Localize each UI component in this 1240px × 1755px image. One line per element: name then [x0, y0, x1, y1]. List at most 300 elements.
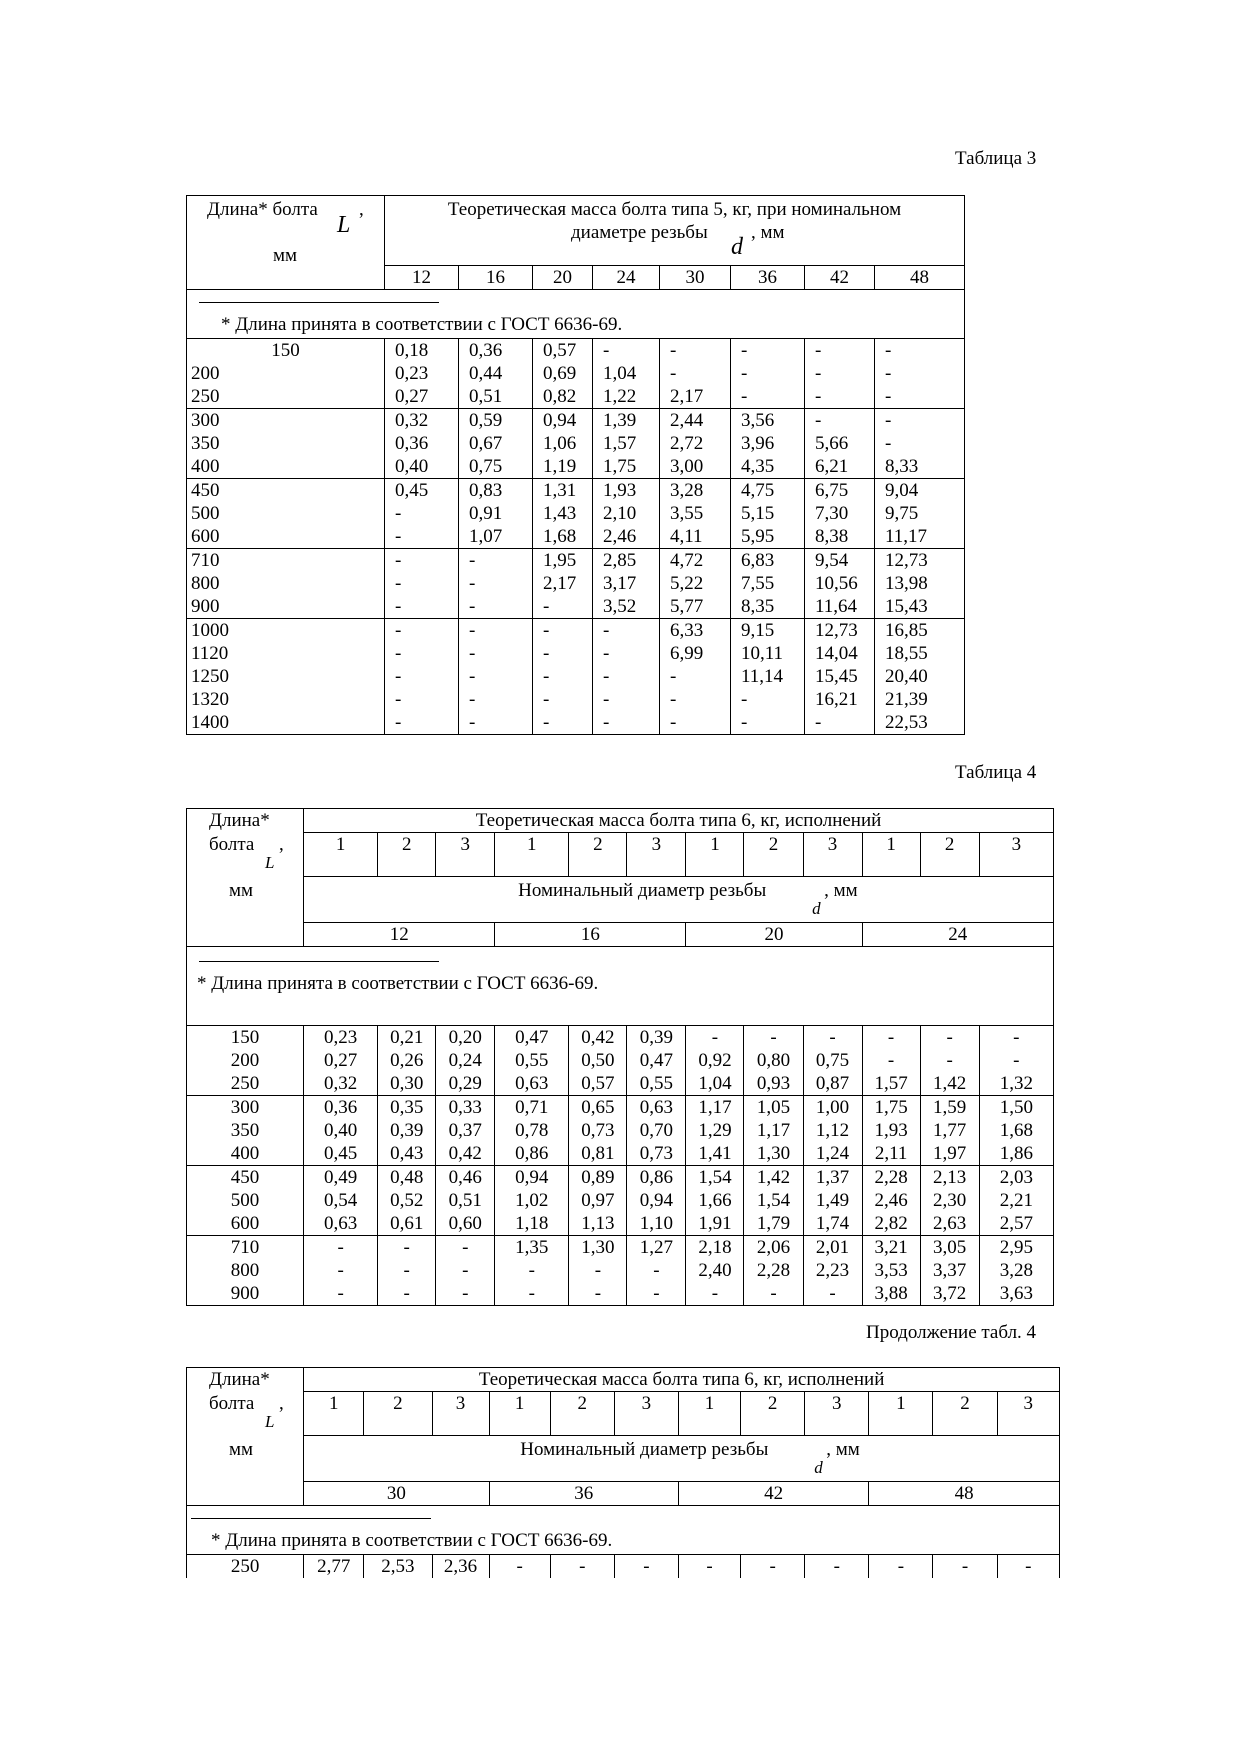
mass-cell: 16,21	[805, 688, 875, 711]
table-row	[187, 595, 965, 619]
mass-cell: 10,56	[805, 572, 875, 595]
mass-cell: 2,57	[979, 1212, 1053, 1236]
mass-cell: 0,86	[495, 1142, 569, 1166]
diameter-header-cell: 48	[875, 266, 965, 290]
mass-cell: 0,75	[459, 455, 533, 479]
mass-cell: 6,75	[805, 479, 875, 503]
mass-cell: 0,48	[378, 1166, 436, 1190]
mass-cell: -	[459, 642, 533, 665]
mass-cell: 1,30	[744, 1142, 803, 1166]
mass-cell: 2,10	[593, 502, 660, 525]
mass-cell: -	[593, 665, 660, 688]
mass-cell: 0,47	[495, 1026, 569, 1050]
mass-cell: 2,21	[979, 1189, 1053, 1212]
mass-cell: 0,89	[569, 1166, 627, 1190]
mass-cell: -	[533, 642, 593, 665]
t4-footnote: * Длина принята в соответствии с ГОСТ 6636-69.	[197, 973, 599, 994]
mass-cell: -	[660, 711, 731, 735]
mass-cell: 1,22	[593, 385, 660, 409]
diameter-header-cell: 16	[459, 266, 533, 290]
diameter-header-cell: 30	[660, 266, 731, 290]
mass-cell: -	[627, 1259, 686, 1282]
table-row	[187, 432, 965, 455]
table-row	[187, 688, 965, 711]
mass-cell: 2,03	[979, 1166, 1053, 1190]
mass-cell: 0,40	[385, 455, 459, 479]
mass-cell: -	[385, 711, 459, 735]
mass-cell: 1,68	[979, 1119, 1053, 1142]
length-cell: 250	[187, 1555, 304, 1579]
length-cell: 1400	[187, 711, 385, 735]
mass-cell: 5,66	[805, 432, 875, 455]
mass-cell: 0,40	[304, 1119, 378, 1142]
mass-cell: 1,57	[862, 1072, 920, 1096]
length-cell: 900	[187, 595, 385, 619]
mass-cell: -	[862, 1049, 920, 1072]
mass-cell: 4,11	[660, 525, 731, 549]
length-cell: 1120	[187, 642, 385, 665]
mass-cell: -	[385, 525, 459, 549]
length-cell: 800	[187, 572, 385, 595]
mass-cell: -	[385, 595, 459, 619]
mass-cell: -	[533, 688, 593, 711]
version-header-cell: 2	[933, 1392, 997, 1436]
mass-cell: -	[459, 595, 533, 619]
mass-cell: 5,15	[731, 502, 805, 525]
length-cell: 600	[187, 525, 385, 549]
mass-cell: 1,10	[627, 1212, 686, 1236]
mass-cell: 0,47	[627, 1049, 686, 1072]
mass-cell: -	[385, 665, 459, 688]
mass-cell: 1,29	[686, 1119, 744, 1142]
mass-cell: 2,77	[304, 1555, 364, 1579]
version-header-cell: 1	[686, 833, 744, 877]
mass-cell: 6,99	[660, 642, 731, 665]
mass-cell: -	[627, 1282, 686, 1306]
mass-cell: 1,74	[803, 1212, 862, 1236]
mass-cell: -	[920, 1049, 979, 1072]
table-row	[187, 1555, 1060, 1579]
mass-cell: -	[979, 1049, 1053, 1072]
t4-length-symbol: L	[265, 853, 275, 872]
table-row	[187, 1259, 1054, 1282]
mass-cell: 0,42	[436, 1142, 495, 1166]
mass-cell: -	[686, 1026, 744, 1050]
t4-mass-header: Теоретическая масса болта типа 6, кг, исполнений	[304, 809, 1054, 833]
mass-cell: 0,59	[459, 409, 533, 433]
mass-cell: -	[731, 362, 805, 385]
mass-cell: 0,78	[495, 1119, 569, 1142]
mass-cell: 1,24	[803, 1142, 862, 1166]
mass-cell: 0,92	[686, 1049, 744, 1072]
mass-cell: -	[459, 619, 533, 643]
t4c-footnote-rule	[191, 1518, 431, 1519]
mass-cell: -	[660, 362, 731, 385]
mass-cell: -	[569, 1282, 627, 1306]
mass-cell: 0,70	[627, 1119, 686, 1142]
mass-cell: 1,97	[920, 1142, 979, 1166]
mass-cell: 0,43	[378, 1142, 436, 1166]
mass-cell: 0,23	[385, 362, 459, 385]
mass-cell: 0,73	[569, 1119, 627, 1142]
mass-cell: 2,23	[803, 1259, 862, 1282]
mass-cell: 0,97	[569, 1189, 627, 1212]
t4c-diameter-unit: , мм	[826, 1439, 860, 1460]
length-cell: 1000	[187, 619, 385, 643]
mass-cell: 0,67	[459, 432, 533, 455]
mass-cell: 2,44	[660, 409, 731, 433]
mass-cell: -	[660, 339, 731, 363]
mass-cell: 0,94	[627, 1189, 686, 1212]
diameter-header-cell: 12	[304, 923, 495, 947]
mass-cell: 0,21	[378, 1026, 436, 1050]
mass-cell: 1,59	[920, 1096, 979, 1120]
mass-cell: -	[533, 619, 593, 643]
version-header-cell: 2	[378, 833, 436, 877]
mass-cell: 1,95	[533, 549, 593, 573]
t3-mass-header	[385, 196, 965, 266]
mass-cell: 1,05	[744, 1096, 803, 1120]
version-header-cell: 1	[678, 1392, 740, 1436]
t4c-mass-header: Теоретическая масса болта типа 6, кг, исполнений	[304, 1368, 1060, 1392]
version-header-cell: 3	[432, 1392, 489, 1436]
mass-cell: -	[385, 572, 459, 595]
mass-cell: 2,40	[686, 1259, 744, 1282]
version-header-cell: 2	[550, 1392, 614, 1436]
mass-cell: -	[803, 1282, 862, 1306]
mass-cell: -	[803, 1026, 862, 1050]
mass-cell: -	[533, 665, 593, 688]
mass-cell: 0,20	[436, 1026, 495, 1050]
mass-cell: 0,86	[627, 1166, 686, 1190]
version-header-cell: 2	[741, 1392, 805, 1436]
mass-cell: -	[459, 572, 533, 595]
mass-cell: -	[933, 1555, 997, 1579]
mass-cell: -	[660, 665, 731, 688]
t4c-diameter-label: Номинальный диаметр резьбы	[520, 1439, 769, 1460]
mass-cell: 1,79	[744, 1212, 803, 1236]
length-cell: 350	[187, 432, 385, 455]
mass-cell: 21,39	[875, 688, 965, 711]
mass-cell: 6,33	[660, 619, 731, 643]
length-cell: 200	[187, 1049, 304, 1072]
table-row	[187, 1072, 1054, 1096]
mass-cell: 0,63	[304, 1212, 378, 1236]
mass-cell: -	[875, 432, 965, 455]
mass-cell: 8,33	[875, 455, 965, 479]
table-row	[187, 572, 965, 595]
diameter-header-cell: 30	[304, 1482, 489, 1506]
length-cell: 400	[187, 455, 385, 479]
mass-cell: 1,35	[495, 1236, 569, 1260]
mass-cell: 1,91	[686, 1212, 744, 1236]
mass-cell: 0,37	[436, 1119, 495, 1142]
mass-cell: 1,02	[495, 1189, 569, 1212]
mass-cell: -	[533, 595, 593, 619]
t4c-length-header	[187, 1368, 304, 1506]
table-row	[187, 339, 965, 363]
version-header-cell: 1	[304, 1392, 364, 1436]
mass-cell: 1,93	[593, 479, 660, 503]
mass-cell: -	[593, 619, 660, 643]
mass-cell: 3,28	[660, 479, 731, 503]
mass-cell: -	[731, 339, 805, 363]
mass-cell: 2,01	[803, 1236, 862, 1260]
t4c-length-label-2: болта	[209, 1393, 255, 1414]
mass-cell: 11,14	[731, 665, 805, 688]
mass-cell: -	[805, 711, 875, 735]
mass-cell: 5,95	[731, 525, 805, 549]
length-cell: 500	[187, 1189, 304, 1212]
mass-cell: 2,72	[660, 432, 731, 455]
t4-diameter-symbol: d	[812, 899, 821, 918]
version-header-cell: 2	[364, 1392, 432, 1436]
mass-cell: 0,33	[436, 1096, 495, 1120]
mass-cell: 1,30	[569, 1236, 627, 1260]
mass-cell: 14,04	[805, 642, 875, 665]
mass-cell: 6,83	[731, 549, 805, 573]
mass-cell: 9,75	[875, 502, 965, 525]
table4-caption: Таблица 4	[955, 762, 1037, 783]
mass-cell: -	[459, 665, 533, 688]
mass-cell: 2,17	[533, 572, 593, 595]
mass-cell: 1,68	[533, 525, 593, 549]
length-cell: 800	[187, 1259, 304, 1282]
mass-cell: 0,36	[459, 339, 533, 363]
mass-cell: -	[489, 1555, 550, 1579]
mass-cell: -	[378, 1282, 436, 1306]
mass-cell: 1,66	[686, 1189, 744, 1212]
mass-cell: 3,00	[660, 455, 731, 479]
mass-cell: 0,45	[385, 479, 459, 503]
mass-cell: 0,65	[569, 1096, 627, 1120]
mass-cell: 8,38	[805, 525, 875, 549]
mass-cell: -	[686, 1282, 744, 1306]
mass-cell: 7,55	[731, 572, 805, 595]
mass-cell: 0,71	[495, 1096, 569, 1120]
mass-cell: 16,85	[875, 619, 965, 643]
mass-cell: 1,27	[627, 1236, 686, 1260]
mass-cell: -	[731, 688, 805, 711]
mass-cell: 1,17	[686, 1096, 744, 1120]
mass-cell: -	[744, 1026, 803, 1050]
table3	[186, 195, 965, 735]
version-header-cell: 3	[436, 833, 495, 877]
table-row	[187, 1096, 1054, 1120]
mass-cell: 2,13	[920, 1166, 979, 1190]
mass-cell: -	[495, 1259, 569, 1282]
mass-cell: 3,37	[920, 1259, 979, 1282]
mass-cell: -	[385, 688, 459, 711]
length-cell: 450	[187, 479, 385, 503]
mass-cell: -	[378, 1236, 436, 1260]
version-header-cell: 3	[979, 833, 1053, 877]
diameter-header-cell: 20	[686, 923, 862, 947]
mass-cell: 1,86	[979, 1142, 1053, 1166]
length-cell: 300	[187, 409, 385, 433]
mass-cell: 0,42	[569, 1026, 627, 1050]
length-cell: 500	[187, 502, 385, 525]
mass-cell: -	[614, 1555, 678, 1579]
t4-length-header	[187, 809, 304, 947]
mass-cell: -	[593, 711, 660, 735]
mass-cell: 0,23	[304, 1026, 378, 1050]
mass-cell: 9,04	[875, 479, 965, 503]
length-cell: 150	[187, 1026, 304, 1050]
mass-cell: -	[869, 1555, 933, 1579]
t4c-footnote: * Длина принята в соответствии с ГОСТ 6636-69.	[211, 1530, 613, 1551]
table-row	[187, 619, 965, 643]
mass-cell: 0,29	[436, 1072, 495, 1096]
t3-mass-diameter-label: диаметре резьбы	[571, 222, 708, 243]
mass-cell: 6,21	[805, 455, 875, 479]
mass-cell: 0,55	[495, 1049, 569, 1072]
t4-diameter-label: Номинальный диаметр резьбы	[518, 880, 767, 901]
table-row	[187, 385, 965, 409]
mass-cell: -	[920, 1026, 979, 1050]
mass-cell: 1,18	[495, 1212, 569, 1236]
length-cell: 450	[187, 1166, 304, 1190]
t3-length-unit: мм	[273, 245, 298, 266]
mass-cell: 2,17	[660, 385, 731, 409]
diameter-header-cell: 42	[678, 1482, 868, 1506]
mass-cell: -	[741, 1555, 805, 1579]
length-cell: 600	[187, 1212, 304, 1236]
length-cell: 250	[187, 385, 385, 409]
mass-cell: 1,77	[920, 1119, 979, 1142]
mass-cell: 20,40	[875, 665, 965, 688]
length-cell: 710	[187, 549, 385, 573]
mass-cell: -	[660, 688, 731, 711]
mass-cell: 10,11	[731, 642, 805, 665]
mass-cell: 0,93	[744, 1072, 803, 1096]
mass-cell: -	[805, 409, 875, 433]
length-cell: 710	[187, 1236, 304, 1260]
length-cell: 900	[187, 1282, 304, 1306]
mass-cell: -	[436, 1259, 495, 1282]
diameter-header-cell: 24	[593, 266, 660, 290]
t4-length-label: Длина*	[209, 810, 270, 831]
mass-cell: 0,35	[378, 1096, 436, 1120]
mass-cell: -	[385, 549, 459, 573]
mass-cell: 3,56	[731, 409, 805, 433]
t3-length-comma: ,	[359, 199, 364, 220]
version-header-cell: 1	[304, 833, 378, 877]
mass-cell: 2,82	[862, 1212, 920, 1236]
mass-cell: -	[805, 339, 875, 363]
mass-cell: -	[436, 1282, 495, 1306]
mass-cell: -	[304, 1259, 378, 1282]
mass-cell: -	[378, 1259, 436, 1282]
mass-cell: 1,17	[744, 1119, 803, 1142]
mass-cell: 2,06	[744, 1236, 803, 1260]
table-row	[187, 479, 965, 503]
mass-cell: -	[805, 385, 875, 409]
t4c-footnote-cell	[187, 1506, 1060, 1555]
mass-cell: 3,96	[731, 432, 805, 455]
version-header-cell: 3	[997, 1392, 1059, 1436]
mass-cell: -	[495, 1282, 569, 1306]
t3-length-label: Длина* болта	[207, 199, 318, 220]
mass-cell: 0,69	[533, 362, 593, 385]
mass-cell: 4,35	[731, 455, 805, 479]
version-header-cell: 2	[920, 833, 979, 877]
table-row	[187, 642, 965, 665]
mass-cell: 1,19	[533, 455, 593, 479]
table3-caption: Таблица 3	[955, 148, 1037, 169]
mass-cell: -	[805, 1555, 869, 1579]
length-cell: 1320	[187, 688, 385, 711]
version-header-cell: 1	[869, 1392, 933, 1436]
diameter-header-cell: 36	[731, 266, 805, 290]
mass-cell: 3,21	[862, 1236, 920, 1260]
mass-cell: 1,57	[593, 432, 660, 455]
mass-cell: 1,42	[744, 1166, 803, 1190]
mass-cell: 0,94	[495, 1166, 569, 1190]
mass-cell: 0,51	[436, 1189, 495, 1212]
mass-cell: 0,82	[533, 385, 593, 409]
table4-cont-caption: Продолжение табл. 4	[866, 1322, 1037, 1343]
t4c-length-comma: ,	[279, 1393, 284, 1414]
mass-cell: 22,53	[875, 711, 965, 735]
mass-cell: 0,32	[385, 409, 459, 433]
mass-cell: 0,75	[803, 1049, 862, 1072]
mass-cell: -	[875, 385, 965, 409]
mass-cell: 0,30	[378, 1072, 436, 1096]
mass-cell: 0,24	[436, 1049, 495, 1072]
table-row	[187, 362, 965, 385]
mass-cell: 0,52	[378, 1189, 436, 1212]
mass-cell: 11,64	[805, 595, 875, 619]
table-row	[187, 549, 965, 573]
mass-cell: 15,43	[875, 595, 965, 619]
mass-cell: 3,53	[862, 1259, 920, 1282]
t3-mass-symbol: d	[731, 234, 743, 260]
mass-cell: 0,55	[627, 1072, 686, 1096]
mass-cell: -	[731, 385, 805, 409]
table-row	[187, 1236, 1054, 1260]
version-header-cell: 1	[862, 833, 920, 877]
diameter-header-cell: 42	[805, 266, 875, 290]
diameter-header-cell: 24	[862, 923, 1053, 947]
mass-cell: -	[731, 711, 805, 735]
mass-cell: 0,45	[304, 1142, 378, 1166]
table-row	[187, 711, 965, 735]
t4-diameter-unit: , мм	[824, 880, 858, 901]
mass-cell: -	[385, 619, 459, 643]
mass-cell: -	[459, 688, 533, 711]
mass-cell: 3,17	[593, 572, 660, 595]
mass-cell: 3,28	[979, 1259, 1053, 1282]
mass-cell: 1,37	[803, 1166, 862, 1190]
length-cell: 150	[187, 339, 385, 363]
table-row	[187, 455, 965, 479]
mass-cell: 2,11	[862, 1142, 920, 1166]
t4-length-label-2: болта	[209, 834, 255, 855]
mass-cell: -	[593, 688, 660, 711]
mass-cell: 0,50	[569, 1049, 627, 1072]
mass-cell: -	[385, 642, 459, 665]
mass-cell: -	[875, 339, 965, 363]
mass-cell: 9,15	[731, 619, 805, 643]
mass-cell: 0,27	[385, 385, 459, 409]
t4c-length-unit: мм	[229, 1439, 254, 1460]
mass-cell: -	[678, 1555, 740, 1579]
mass-cell: -	[304, 1236, 378, 1260]
mass-cell: 2,18	[686, 1236, 744, 1260]
mass-cell: 0,46	[436, 1166, 495, 1190]
mass-cell: 2,28	[862, 1166, 920, 1190]
